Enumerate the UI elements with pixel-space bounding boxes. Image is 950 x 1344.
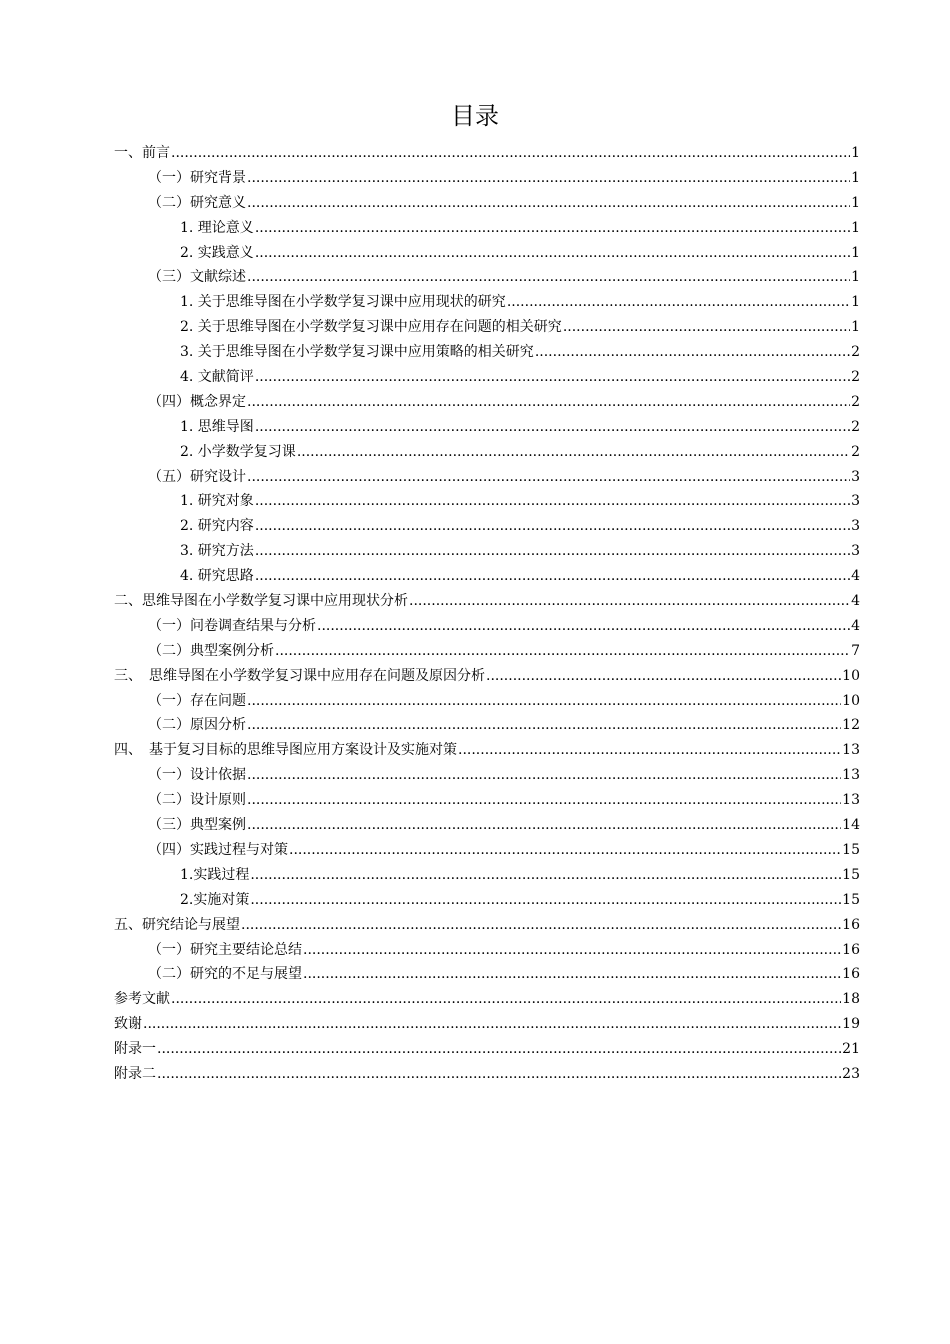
toc-leader-dots — [157, 1062, 841, 1087]
toc-entry-label: 三、 思维导图在小学数学复习课中应用存在问题及原因分析 — [114, 667, 485, 684]
toc-entry[interactable] — [114, 664, 860, 689]
toc-entry[interactable] — [114, 514, 860, 539]
toc-leader-dots — [303, 938, 841, 963]
toc-entry-label: 2.实施对策 — [180, 891, 250, 908]
toc-leader-dots — [255, 365, 850, 390]
toc-entry[interactable] — [114, 689, 860, 714]
toc-entry-page-number: 1 — [851, 145, 860, 161]
toc-entry-page-number: 4 — [851, 568, 860, 585]
toc-entry[interactable] — [114, 440, 860, 465]
toc-entry-page-number: 1 — [851, 194, 860, 211]
toc-entry[interactable] — [114, 962, 860, 987]
toc-entry-page-number: 18 — [842, 991, 860, 1008]
toc-leader-dots — [563, 315, 850, 340]
toc-leader-dots — [303, 962, 841, 987]
toc-entry-page-number: 13 — [842, 742, 860, 759]
toc-leader-dots — [255, 415, 850, 440]
toc-entry-label: 1. 关于思维导图在小学数学复习课中应用现状的研究 — [180, 294, 506, 311]
toc-entry-label: 4. 文献简评 — [180, 369, 254, 386]
toc-entry-page-number: 16 — [842, 916, 860, 933]
toc-entry-label: 附录二 — [114, 1065, 156, 1082]
toc-entry-label: 一、前言 — [114, 145, 170, 161]
toc-entry-label: 附录一 — [114, 1041, 156, 1058]
toc-entry-page-number: 14 — [842, 817, 860, 834]
toc-entry[interactable] — [114, 913, 860, 938]
toc-entry[interactable] — [114, 489, 860, 514]
toc-entry[interactable] — [114, 713, 860, 738]
toc-entry-page-number: 3 — [851, 518, 860, 535]
toc-entry-page-number: 3 — [851, 468, 860, 485]
toc-entry[interactable] — [114, 415, 860, 440]
toc-entry-page-number: 1 — [851, 169, 860, 186]
toc-entry-label: （二）研究的不足与展望 — [148, 966, 302, 983]
toc-leader-dots — [250, 863, 841, 888]
toc-entry-label: 4. 研究思路 — [180, 568, 254, 585]
toc-entry-label: （一）研究背景 — [148, 169, 246, 186]
toc-entry-page-number: 3 — [851, 543, 860, 560]
toc-entry-label: （二）原因分析 — [148, 717, 246, 734]
toc-entry-page-number: 1 — [851, 319, 860, 336]
toc-entry-label: 致谢 — [114, 1016, 142, 1033]
toc-entry[interactable] — [114, 141, 860, 166]
toc-leader-dots — [171, 141, 850, 166]
toc-entry-label: 1.实践过程 — [180, 866, 250, 883]
toc-entry[interactable] — [114, 340, 860, 365]
toc-entry-page-number: 2 — [851, 369, 860, 386]
toc-entry-page-number: 15 — [842, 891, 860, 908]
toc-entry-label: 参考文献 — [114, 991, 170, 1008]
toc-entry[interactable] — [114, 1037, 860, 1062]
toc-leader-dots — [317, 614, 850, 639]
toc-title: 目录 — [451, 102, 499, 130]
toc-entry-page-number: 7 — [851, 642, 860, 659]
toc-entry[interactable] — [114, 166, 860, 191]
toc-entry-page-number: 19 — [842, 1016, 860, 1033]
toc-entry-page-number: 1 — [851, 269, 860, 286]
toc-leader-dots — [486, 664, 841, 689]
toc-leader-dots — [247, 713, 841, 738]
toc-leader-dots — [247, 191, 850, 216]
toc-entry-label: （二）设计原则 — [148, 792, 246, 809]
toc-entry-page-number: 10 — [842, 692, 860, 709]
toc-leader-dots — [458, 738, 841, 763]
toc-leader-dots — [143, 1012, 841, 1037]
toc-entry[interactable] — [114, 216, 860, 241]
toc-leader-dots — [247, 689, 841, 714]
toc-entry-label: 2. 研究内容 — [180, 518, 254, 535]
toc-entry[interactable] — [114, 465, 860, 490]
toc-leader-dots — [297, 440, 850, 465]
toc-leader-dots — [255, 241, 850, 266]
toc-entry-page-number: 4 — [851, 617, 860, 634]
toc-leader-dots — [247, 465, 850, 490]
toc-entry[interactable] — [114, 290, 860, 315]
toc-entry-label: 五、研究结论与展望 — [114, 916, 240, 933]
toc-leader-dots — [247, 390, 850, 415]
toc-entry[interactable] — [114, 938, 860, 963]
toc-entry-page-number: 13 — [842, 767, 860, 784]
toc-entry-label: 3. 关于思维导图在小学数学复习课中应用策略的相关研究 — [180, 344, 534, 361]
toc-entry-page-number: 16 — [842, 966, 860, 983]
toc-leader-dots — [247, 265, 850, 290]
toc-entry-page-number: 13 — [842, 792, 860, 809]
toc-entry[interactable] — [114, 763, 860, 788]
toc-entry-label: （一）设计依据 — [148, 767, 246, 784]
table-of-contents — [114, 141, 860, 1087]
toc-entry-label: 二、思维导图在小学数学复习课中应用现状分析 — [114, 593, 408, 610]
toc-entry-label: （一）研究主要结论总结 — [148, 941, 302, 958]
toc-leader-dots — [255, 489, 850, 514]
toc-entry-label: 2. 实践意义 — [180, 244, 254, 261]
toc-leader-dots — [255, 216, 850, 241]
toc-leader-dots — [409, 589, 850, 614]
toc-entry-page-number: 1 — [851, 294, 860, 311]
toc-entry-label: 3. 研究方法 — [180, 543, 254, 560]
toc-leader-dots — [247, 763, 841, 788]
toc-entry-page-number: 3 — [851, 493, 860, 510]
toc-entry[interactable] — [114, 838, 860, 863]
toc-entry-label: 1. 理论意义 — [180, 219, 254, 236]
toc-entry-label: （一）问卷调查结果与分析 — [148, 617, 316, 634]
toc-entry-label: （二）典型案例分析 — [148, 642, 274, 659]
toc-entry-label: （二）研究意义 — [148, 194, 246, 211]
toc-entry-page-number: 16 — [842, 941, 860, 958]
toc-entry-label: 1. 研究对象 — [180, 493, 254, 510]
toc-entry-page-number: 12 — [842, 717, 860, 734]
toc-leader-dots — [255, 539, 850, 564]
toc-entry[interactable] — [114, 1012, 860, 1037]
toc-entry[interactable] — [114, 863, 860, 888]
toc-entry[interactable] — [114, 241, 860, 266]
toc-entry-page-number: 23 — [842, 1065, 860, 1082]
toc-entry-page-number: 2 — [851, 443, 860, 460]
toc-entry[interactable] — [114, 1062, 860, 1087]
toc-entry-page-number: 1 — [851, 244, 860, 261]
toc-entry[interactable] — [114, 813, 860, 838]
toc-entry[interactable] — [114, 888, 860, 913]
toc-entry[interactable] — [114, 987, 860, 1012]
toc-entry[interactable] — [114, 639, 860, 664]
toc-leader-dots — [250, 888, 841, 913]
toc-entry-label: （三）文献综述 — [148, 269, 246, 286]
toc-entry-page-number: 2 — [851, 393, 860, 410]
toc-leader-dots — [507, 290, 850, 315]
toc-entry[interactable] — [114, 191, 860, 216]
toc-entry[interactable] — [114, 788, 860, 813]
toc-entry-label: （三）典型案例 — [148, 817, 246, 834]
toc-leader-dots — [157, 1037, 841, 1062]
toc-entry-label: 2. 小学数学复习课 — [180, 443, 296, 460]
toc-entry[interactable] — [114, 390, 860, 415]
toc-entry-page-number: 1 — [851, 219, 860, 236]
toc-entry[interactable] — [114, 589, 860, 614]
toc-entry-page-number: 10 — [842, 667, 860, 684]
toc-entry-page-number: 2 — [851, 344, 860, 361]
toc-leader-dots — [289, 838, 841, 863]
toc-entry-page-number: 2 — [851, 418, 860, 435]
toc-entry[interactable] — [114, 265, 860, 290]
toc-leader-dots — [255, 564, 850, 589]
toc-entry-label: 1. 思维导图 — [180, 418, 254, 435]
toc-entry[interactable] — [114, 315, 860, 340]
toc-entry-label: （五）研究设计 — [148, 468, 246, 485]
toc-entry-label: （一）存在问题 — [148, 692, 246, 709]
toc-entry[interactable] — [114, 564, 860, 589]
toc-leader-dots — [255, 514, 850, 539]
toc-leader-dots — [247, 166, 850, 191]
toc-leader-dots — [241, 913, 841, 938]
toc-entry-label: 2. 关于思维导图在小学数学复习课中应用存在问题的相关研究 — [180, 319, 562, 336]
toc-entry-page-number: 4 — [851, 593, 860, 610]
toc-entry-label: 四、 基于复习目标的思维导图应用方案设计及实施对策 — [114, 742, 457, 759]
toc-leader-dots — [275, 639, 850, 664]
toc-entry-page-number: 15 — [842, 866, 860, 883]
toc-entry[interactable] — [114, 614, 860, 639]
toc-leader-dots — [171, 987, 841, 1012]
toc-entry[interactable] — [114, 365, 860, 390]
toc-leader-dots — [247, 788, 841, 813]
toc-leader-dots — [247, 813, 841, 838]
toc-entry[interactable] — [114, 738, 860, 763]
toc-entry-page-number: 21 — [842, 1041, 860, 1058]
toc-leader-dots — [535, 340, 850, 365]
toc-entry-page-number: 15 — [842, 841, 860, 858]
toc-entry[interactable] — [114, 539, 860, 564]
toc-entry-label: （四）概念界定 — [148, 393, 246, 410]
toc-entry-label: （四）实践过程与对策 — [148, 841, 288, 858]
